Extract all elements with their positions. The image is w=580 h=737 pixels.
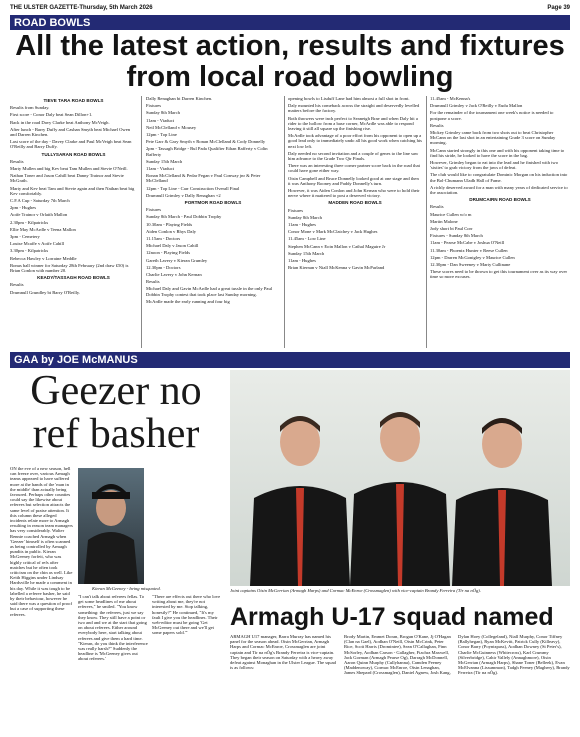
paper-date: THE ULSTER GAZETTE-Thursday, 5th March 2026 bbox=[10, 4, 153, 11]
paragraph: 11.15am - Doctors bbox=[146, 236, 181, 242]
paragraph: A richly deserved award for a man with many years of dedicated service to the association. bbox=[430, 184, 568, 196]
squad-column-3 bbox=[458, 634, 570, 732]
paragraph: Back in the road Davy Clarke beat Anthony McVeigh. bbox=[10, 119, 110, 125]
paragraph: Neil McClelland v Mousey bbox=[146, 124, 197, 130]
column-2 bbox=[146, 96, 280, 348]
paragraph: 11am - Viaduct bbox=[146, 117, 175, 123]
paragraph: opening bowls to Lisduff Lane had him almost a full shot in front. bbox=[288, 96, 410, 101]
paragraph: 11.30am - Phoenix Hunter v Reese Cullen bbox=[430, 247, 508, 253]
column-divider bbox=[426, 96, 427, 348]
headline: All the latest action, results and fixtures from local road bowling bbox=[15, 30, 565, 93]
paragraph: Mickey Grimley came back from two shots out to beat Christopher McCann on the last shot in an entertaining Grade 3 score on Sunday morning. bbox=[430, 130, 556, 146]
section-bar-label: ROAD BOWLS bbox=[14, 16, 91, 29]
column-divider bbox=[284, 96, 285, 348]
paragraph: Results bbox=[146, 279, 160, 285]
sub-heading: PORTMOR ROAD BOWLS bbox=[184, 200, 242, 206]
page-header bbox=[10, 2, 570, 13]
paragraph: 12.30pm - Doctors bbox=[146, 264, 181, 270]
sub-heading: DRUMCAIRN ROAD BOWLS bbox=[469, 197, 531, 203]
column-divider bbox=[141, 96, 142, 348]
section-bar-label: GAA by JOE McMANUS bbox=[14, 354, 138, 366]
paragraph: 2pm - Hughes bbox=[10, 205, 37, 211]
paragraph: Conor Mone v Mark McClatchey v Jack Hughes bbox=[288, 229, 378, 235]
geezer-text-2: "I can't talk about referees fellas. To get some headlines of me about referees," he smiled. "You know something: the referees, just we say they know. They still have a point or two and and we at the start that going on about referees. Either around everybody here, start talking about referees and give them a hard time. "Kieran, do you think the interference was really harsh?" Suddenly the headline is 'McGeeney gives out about referees.' bbox=[78, 594, 148, 662]
mcgeeney-photo bbox=[78, 468, 144, 584]
geezer-text-1: ON the eve of a new season, hell can freeze over, various Armagh teams appeared to have suffered more at the hands of the 'man in the middle' than actually being favoured. Perhaps other counties could say the likewise about referees but selection attracts the same level of praise attention. It this column these alleged incidents relate more to Armagh resulting in reason team managers has very considerably. Walter Rennie coached Armagh when 'Geezer' himself is often scanned as being controlled by Armagh pundits in public. Kieran McGeeney forfeit, who was highly critical of refs after matches but he often took criticism on the chin as well. Like Keith Higgins under Lindsay Hardsville he made a comment in his day. While it was tough to be labelled a referee basher, he said by their behaviour, however he said there was a question of proof but a case of supporting these referees. bbox=[10, 466, 73, 617]
paragraph: Michael Daly and Gavin McArdle had a great tussle in the only Paul Dobbin Trophy contest that took place last Sunday morning. bbox=[146, 286, 273, 297]
paragraph: Michael Daly v Jason Cahill bbox=[146, 243, 199, 249]
paragraph: Last score of the day - Davey Clarke and Paul McVeigh beat Sean O'Reilly and Barry Duffy. bbox=[10, 139, 132, 150]
paragraph: 12pm - Top Line - Carr Construction Overall Final bbox=[146, 185, 240, 191]
paragraph: Louise Mcaffe v Aoife Cahill bbox=[10, 241, 65, 247]
geezer-text-3: "There are effects out there who love writing about me, they're not interested by me. Stop talking, honestly?" He continued, "It's my fault I give you the headlines. Their web-editor must be going 'Get McGeeney out there and we'll get some papers sold.'" bbox=[152, 594, 221, 636]
paragraph: 11am - Hughes bbox=[288, 222, 316, 228]
paragraph: Maurice Cullen w/o m bbox=[430, 211, 472, 217]
paragraph: Drumnull Grundley bt Barry O'Reilly. bbox=[10, 289, 81, 295]
squad-text-2: Brody Martin, Emmet Doran, Brogan O'Kane, Jj O'Hagan (Clan na Gael), Aodhan O'Neill, Oisin McCrink, Peter Rice, Scott Harris (Dromintee), Sean O'Callaghan, Finn McSorley, Aodhan Carson - Gallagher, Fiachra Maxwell, Jack Gorman (Armagh Pearse Og), Darragh McDonnell, Aaron Quinn Murphy (Cullyhanna), Camden Feeney (Maddenoway), Cormac McEnroe, Oisin Lenaghan, James Shepard (Crossmaglen), Daniel Agnew, Josh Kang, bbox=[344, 634, 451, 676]
paragraph: For the remainder of the tournament one week's notice is needed to postpone a score. bbox=[430, 110, 554, 121]
column-1 bbox=[10, 96, 137, 348]
paragraph: Bonus ball winner for Saturday 28th February (2nd draw £50) is Brian Conlon with number 20. bbox=[10, 262, 129, 274]
team-photo bbox=[230, 370, 570, 586]
paragraph: 3.30pm - Kilpatricks bbox=[10, 248, 49, 254]
paragraph: 11am - Viaduct bbox=[146, 166, 175, 172]
paragraph: Marty Mullen and big Kev beat Tam Mullen and Stevie O'Neill. bbox=[10, 166, 128, 172]
geezer-column-2 bbox=[78, 594, 148, 732]
geezer-headline: Geezer no ref basher bbox=[30, 368, 202, 457]
paragraph: Results bbox=[430, 122, 444, 128]
paragraph: Fixtures - Sunday 8th March bbox=[430, 233, 483, 239]
geezer-column-3 bbox=[152, 594, 222, 732]
paragraph: Nathan Toner and Jason Cahill beat Danny Trainor and Stevie McGrath. bbox=[10, 173, 124, 184]
paragraph: Results from Sunday. bbox=[10, 105, 50, 111]
column-3 bbox=[288, 96, 422, 348]
paragraph: The club would like to congratulate Dominic Morgan on his induction into the Bol-Chumann Uladh Hall of Fame. bbox=[430, 172, 568, 183]
paragraph: Brian Kiernan v Niall McKenna v Gavin McParland bbox=[288, 265, 385, 271]
paragraph: Charlie Lavery v John Kernan bbox=[146, 272, 202, 278]
paragraph: 2pm - Tassagh Bridge - Bul Pada Qualifier Ethan Rafferty v Colin Rafferty bbox=[146, 146, 268, 157]
paragraph: Rebecca Hawley v Lorraine Meddle bbox=[10, 255, 77, 261]
paragraph: However, Grimley began to eat into the lead and he finished with two 'sixties' to grab victory from the jaws of defeat. bbox=[430, 160, 559, 171]
paragraph: Pete Garr & Gary Smyth v Ronan McClelland & Cody Donnelly bbox=[146, 139, 266, 145]
geezer-column-1 bbox=[10, 466, 74, 730]
paragraph: Ellie May McArdle v Teena Mallon bbox=[10, 226, 76, 232]
paragraph: Fixtures bbox=[146, 103, 162, 109]
squad-text-1: ARMAGH U17 manager, Barra Murray has named his panel for the season ahead. Oisin McGerrian, Armagh Harps and Cormac McEnroe, Crossmaglen are joint captain and Tír na nÓg's Brandy Ferreira is vice-captain. They began their season on Saturday with a heavy away defeat against Monaghan in the Ulster League. The squad is as follows: bbox=[230, 634, 336, 671]
paragraph: Aoife Trainor v Orlaith Mallon bbox=[10, 212, 68, 218]
paragraph: Sunday 8th March - Paul Dobbin Trophy bbox=[146, 214, 222, 220]
paragraph: 12pm - Top Line bbox=[146, 132, 177, 138]
page-number: Page 39 bbox=[547, 4, 570, 11]
sub-heading: TULLYSARAN ROAD BOWLS bbox=[41, 151, 106, 157]
squad-column-2 bbox=[344, 634, 452, 732]
photo-caption: Kieran McGeeney - being misquoted. bbox=[92, 586, 161, 591]
paragraph: 11.45am - Low Line bbox=[288, 236, 326, 242]
column-4 bbox=[430, 96, 570, 348]
team-photo-caption: Joint captains Oisin McGerrian (Armagh Harps) and Cormac McEnroe (Crossmaglen) with vice-captain Brandy Ferreira (Tír na nÓg). bbox=[230, 588, 481, 593]
paragraph: These scores need to be thrown to get this tournament over as its way over time so more excuses. bbox=[430, 269, 568, 280]
paragraph: Daly mounted his comeback across the straight and deservedly levelled matters before the factory. bbox=[288, 103, 420, 114]
paragraph: Results bbox=[430, 204, 444, 210]
paragraph: Daly needed no second invitation and a couple of genes to the line saw him advance to the Grade Two Qtr Finals. bbox=[288, 150, 419, 162]
paragraph: Gareth Lavery v Kieran Grumley bbox=[146, 257, 208, 263]
paragraph: 11am - Hughes bbox=[288, 258, 316, 264]
sub-heading: MADDEN ROAD BOWLS bbox=[328, 200, 382, 206]
paragraph: Sunday 15th March bbox=[146, 158, 183, 164]
paragraph: McArdle made the early running and four big bbox=[146, 298, 230, 304]
paragraph: Aiden Conlon v Rhys Daly bbox=[146, 228, 197, 234]
paragraph: 12noon - Playing Fields bbox=[146, 250, 191, 256]
paragraph: Drumnull Grimley v Dally Renaghan +2 bbox=[146, 192, 221, 198]
paragraph: Drumnull Grimley v Jack O'Reilly v Eudu Mallon bbox=[430, 103, 523, 109]
paragraph: 11.45am - McKenna's bbox=[430, 96, 471, 101]
paragraph: 3pm - Cemetery bbox=[10, 234, 40, 240]
paragraph: 10.30am - Playing Fields bbox=[146, 221, 193, 227]
paragraph: 11am - Pearse McCabe v Joshua O'Neill bbox=[430, 240, 505, 246]
paragraph: Marty and Kev beat Tam and Stevie again and then Nathan beat big Kev comfortably. bbox=[10, 185, 135, 196]
paragraph: 2.30pm - Kilpatricks bbox=[10, 219, 49, 225]
paragraph: Sunday 15th March bbox=[288, 250, 325, 256]
paragraph: C.F.A Cup - Saturday 7th March bbox=[10, 198, 70, 204]
section-bar-gaa bbox=[10, 352, 570, 368]
paragraph: 12pm - Darren McGonigley v Maurice Cullen bbox=[430, 254, 515, 260]
paragraph: Oisin Campbell and Bruce Donnelly looked good at one stage and then it was Anthony Rooney and Paddy Donnelly's turn. bbox=[288, 175, 419, 186]
paragraph: McCann started strongly in this one and with his opponent taking time to find his stride, he looked to have the score in the bag. bbox=[430, 147, 565, 158]
paragraph: Fixtures bbox=[146, 207, 162, 213]
section-bar-road-bowls bbox=[10, 15, 570, 30]
paragraph: 12.30pm - Dan Sweeney v Marty Cullinane bbox=[430, 262, 511, 268]
paragraph: Stephen McCann v Eoin Mallon v Cathal Maguire Jr bbox=[288, 243, 386, 249]
paragraph: After lunch - Barry Duffy and Cashan Smyth beat Michael Owen and Darren Kinchen. bbox=[10, 126, 131, 138]
paragraph: However, it was Aiden Conlon and John Kernan who were to hold their nerve where it mattered to post a deserved victory. bbox=[288, 188, 420, 199]
paragraph: Sunday 8th March bbox=[146, 110, 180, 116]
paragraph: Jody short bt Paul Corr bbox=[430, 226, 473, 232]
squad-headline: Armagh U-17 squad named bbox=[230, 603, 554, 631]
paragraph: Both throwers were inch perfect to Seaneigh Brae and when Daly hit a rider to the hollow from a base corner, McArdle was able to respond leaving it still all square up the finishing rise. bbox=[288, 115, 418, 132]
paragraph: Results bbox=[10, 158, 24, 164]
sub-heading: TIEVE TARA ROAD BOWLS bbox=[43, 98, 104, 103]
paragraph: Dally Renaghan bt Darren Kinchen. bbox=[146, 96, 213, 101]
paragraph: McArdle took advantage of a poor effort from his opponent to open up a good lead only to immediately undo all his good work when catching his next low left. bbox=[288, 133, 422, 149]
paragraph: Results bbox=[10, 282, 24, 288]
paragraph: Sunday 8th March bbox=[288, 214, 322, 220]
sub-heading: KEADY/TASSAGH ROAD BOWLS bbox=[37, 275, 110, 281]
paragraph: Martin Malone bbox=[430, 218, 458, 224]
paragraph: There was an interesting three corner partner score back in the road that could have gone either way. bbox=[288, 163, 420, 174]
paragraph: Ronan McClelland & Pedar Fegan v Paul Conway jnr & Peter McClelland bbox=[146, 173, 261, 184]
squad-text-3: Dylan Hoey (Collegeland), Niall Murphy, Conor Tiffney (Ballyhegan), Ryan McKevitt, Patrick Cully (Killeavy), Conor Barry (Poyntzpass), Aodhan Downey (St Peter's), Charlie McGuinness (Whitecross), Karl Crummy (Silverbridge), Cahir Vallely (Annaghmore), Oisin McGerrian (Armagh Harps), Shane Toner (Belleek), Evan McElvanna (Lissummon), Tadgh Feeney (Maghery), Brandy Ferreira (Tír na nÓg). bbox=[458, 634, 570, 676]
squad-column-1 bbox=[230, 634, 338, 732]
paragraph: Fixtures bbox=[288, 207, 304, 213]
paragraph: First score - Conor Daly beat Sean Dillon+1. bbox=[10, 112, 93, 118]
